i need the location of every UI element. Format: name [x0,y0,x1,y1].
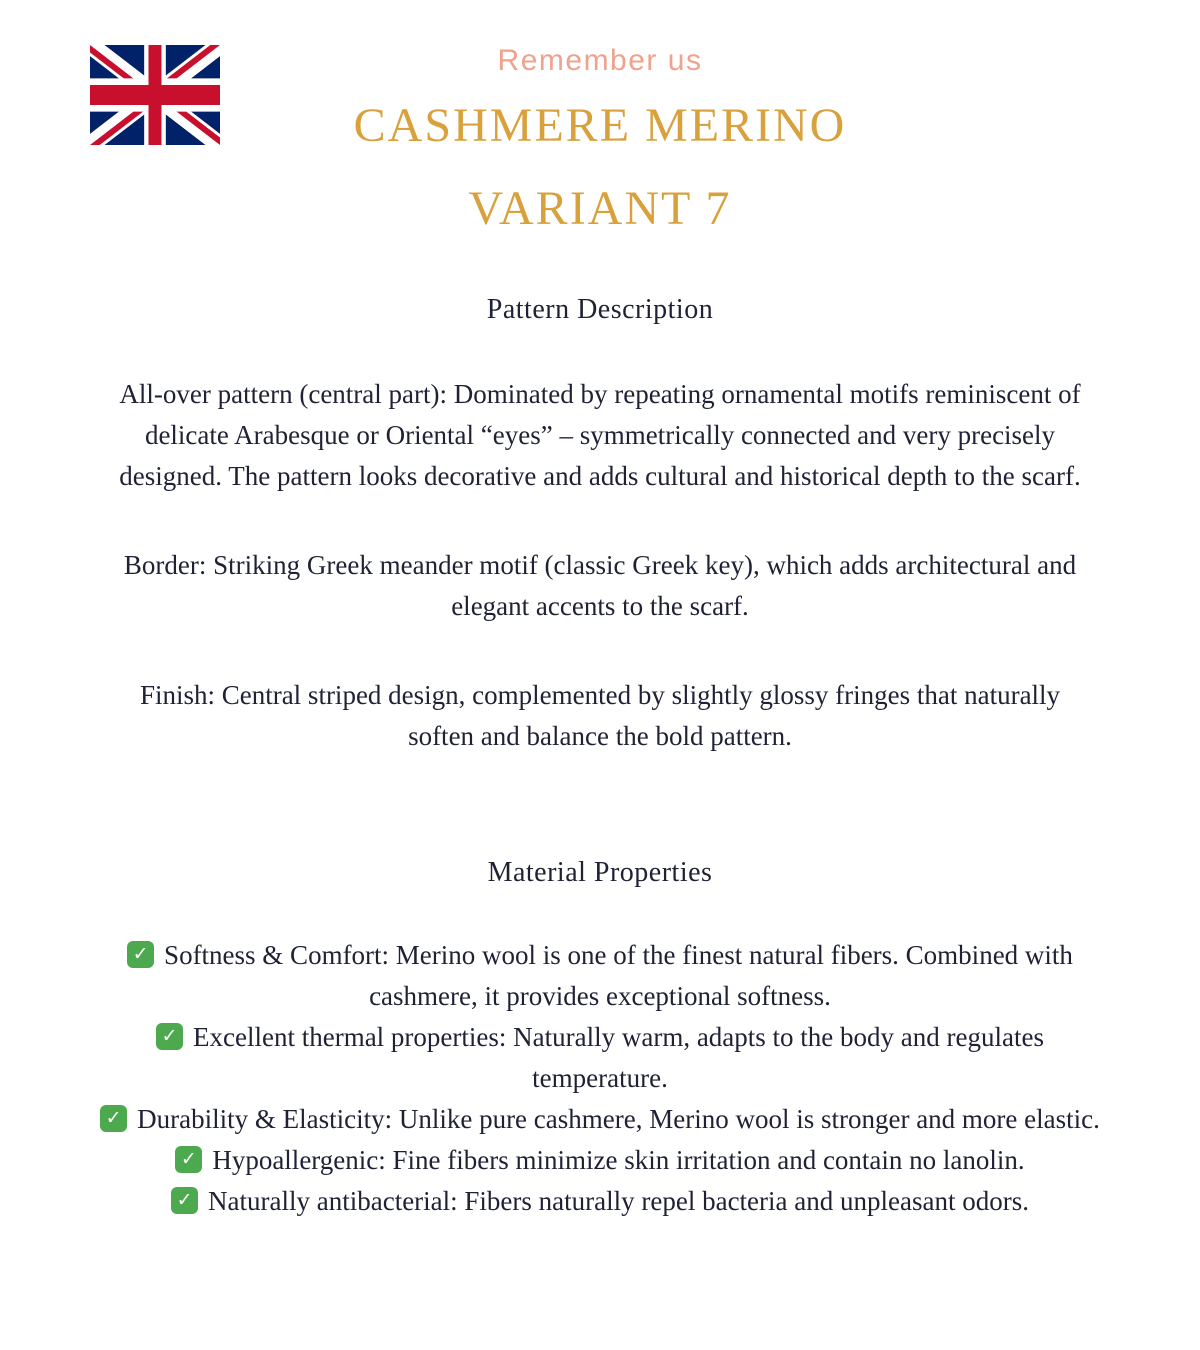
check-icon [171,1187,198,1214]
page-title: CASHMERE MERINO [353,99,847,152]
checklist-item [95,1017,1105,1099]
pattern-paragraph-finish: Finish: Central striped design, complemented by slightly glossy fringes that naturally soften and balance the bold pattern. [139,680,1061,752]
check-icon [156,1023,183,1050]
check-icon [127,941,154,968]
pattern-description-section [0,294,1200,757]
uk-flag-icon [90,45,220,145]
pattern-paragraph-border: Border: Striking Greek meander motif (classic Greek key), which adds architectural and elegant accents to the scarf. [123,550,1077,622]
checklist-item [95,1140,1105,1181]
checklist-item [95,1099,1105,1140]
material-properties-section [0,857,1200,1222]
material-properties-heading: Material Properties [487,857,713,889]
checklist-item-text: Naturally antibacterial: Fibers naturally repel bacteria and unpleasant odors. [208,1186,1029,1217]
pattern-paragraph-allover: All-over pattern (central part): Dominated by repeating ornamental motifs reminiscent of delicate Arabesque or Oriental “eyes” – symmetrically connected and very precisely designed. The pattern looks decorative and adds cultural and historical depth to the scarf. [119,379,1081,492]
pattern-description-heading: Pattern Description [486,294,714,325]
checklist [95,935,1105,1222]
checklist-item [95,935,1105,1017]
check-icon [175,1146,202,1173]
checklist-item-text: Hypoallergenic: Fine fibers minimize skin irritation and contain no lanolin. [212,1145,1025,1176]
checklist-item-text: Durability & Elasticity: Unlike pure cashmere, Merino wool is stronger and more elastic. [137,1104,1100,1135]
tagline: Remember us [497,44,703,77]
page-subtitle: VARIANT 7 [468,182,732,235]
checklist-item [95,1181,1105,1222]
checklist-item-text: Excellent thermal properties: Naturally warm, adapts to the body and regulates temperature. [193,1022,1044,1094]
check-icon [100,1105,127,1132]
checklist-item-text: Softness & Comfort: Merino wool is one of the finest natural fibers. Combined with cashmere, it provides exceptional softness. [164,940,1073,1012]
